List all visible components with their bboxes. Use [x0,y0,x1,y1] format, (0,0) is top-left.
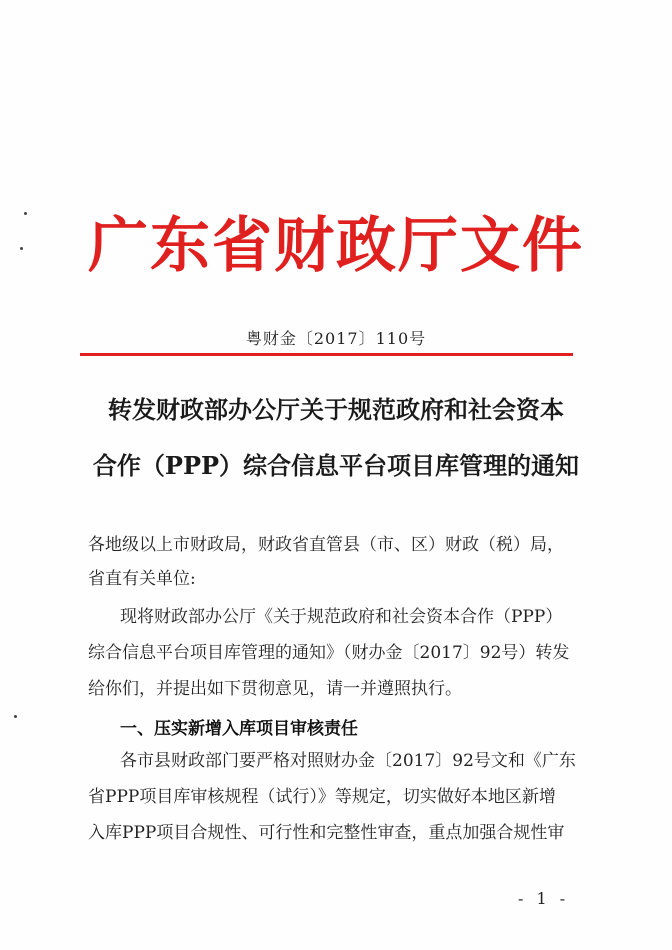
paragraph-2-line-3: 入库PPP项目合规性、可行性和完整性审查，重点加强合规性审 [88,823,565,843]
scan-mark [14,715,17,718]
paragraph-2-line-2: 省PPP项目库审核规程（试行）》等规定，切实做好本地区新增 [88,787,556,807]
paragraph-1-line-2: 综合信息平台项目库管理的通知》（财办金〔2017〕92号）转发 [88,643,570,663]
addressee-line-1: 各地级以上市财政局，财政省直管县（市、区）财政（税）局， [88,535,564,555]
section-1-heading: 一、压实新增入库项目审核责任 [120,719,358,739]
document-number: 粤财金〔2017〕110号 [245,329,427,348]
addressee-line-2: 省直有关单位: [88,569,196,589]
paragraph-1-line-3: 给你们，并提出如下贯彻意见，请一并遵照执行。 [88,679,462,699]
document-title-line-1: 转发财政部办公厅关于规范政府和社会资本 [108,395,564,424]
page-number: - 1 - [518,889,570,908]
document-title-line-2: 合作（PPP）综合信息平台项目库管理的通知 [92,451,580,480]
agency-header-title: 广东省财政厅文件 [88,211,584,281]
paragraph-2-line-1: 各市县财政部门要严格对照财办金〔2017〕92号文和《广东 [120,751,576,771]
red-divider-rule [80,353,573,356]
paragraph-1-line-1: 现将财政部办公厅《关于规范政府和社会资本合作（PPP） [120,607,563,627]
